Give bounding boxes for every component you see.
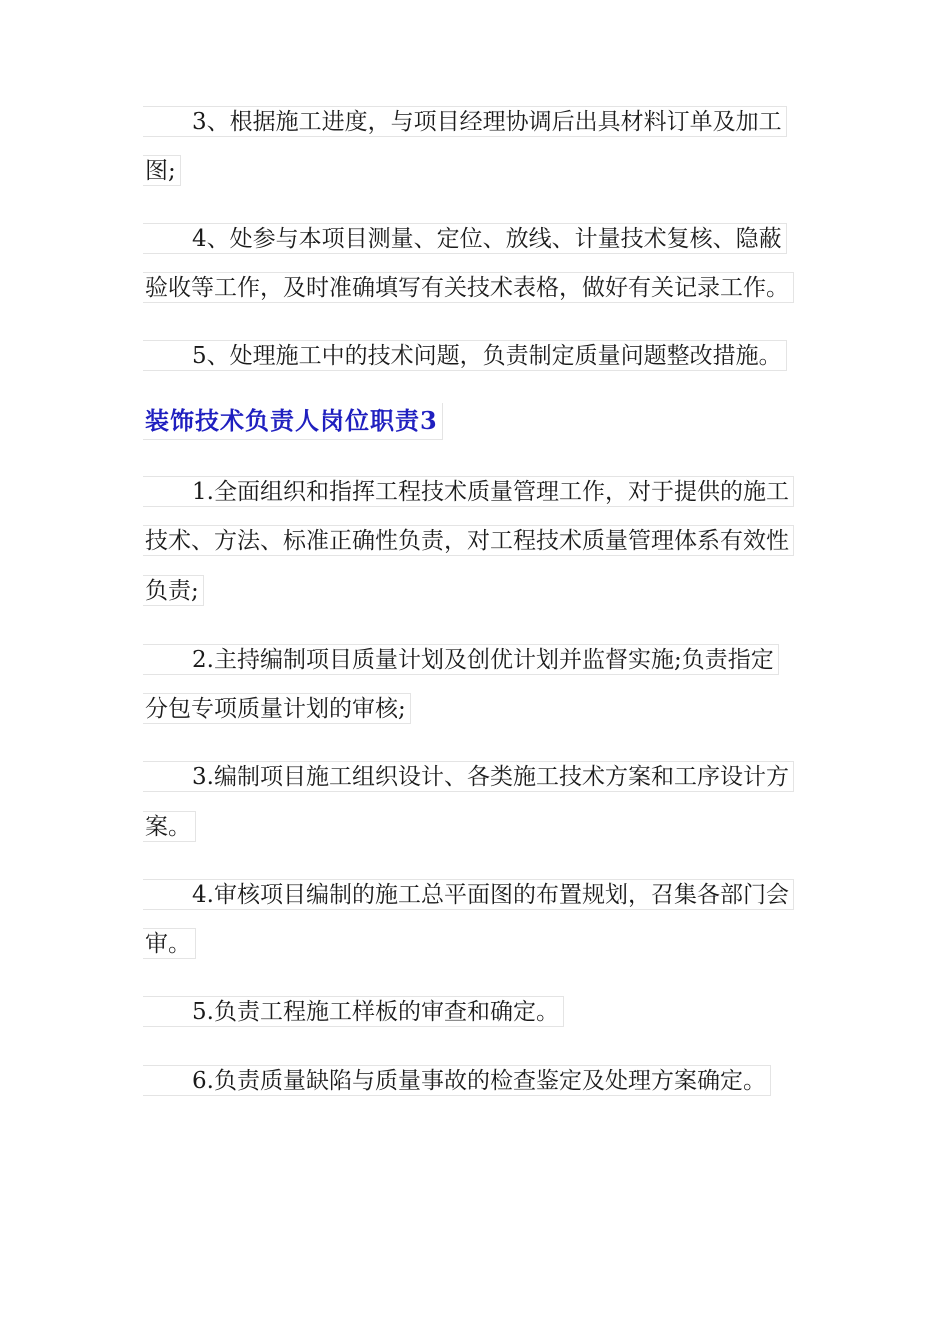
duty-1-line-2: 技术、方法、标准正确性负责，对工程技术质量管理体系有效性: [143, 525, 794, 556]
item-4-line-1: 4、处参与本项目测量、定位、放线、计量技术复核、隐蔽: [143, 223, 787, 254]
duty-1-line-1: 1.全面组织和指挥工程技术质量管理工作，对于提供的施工: [143, 476, 794, 507]
duty-3-line-1: 3.编制项目施工组织设计、各类施工技术方案和工序设计方: [143, 761, 794, 792]
duty-2-line-2: 分包专项质量计划的审核;: [143, 693, 411, 724]
duty-4-line-1: 4.审核项目编制的施工总平面图的布置规划，召集各部门会: [143, 879, 794, 910]
section-heading: 装饰技术负责人岗位职责3: [143, 403, 443, 440]
item-4-line-2: 验收等工作，及时准确填写有关技术表格，做好有关记录工作。: [143, 272, 794, 303]
duty-3-line-2: 案。: [143, 811, 196, 842]
duty-6-line-1: 6.负责质量缺陷与质量事故的检查鉴定及处理方案确定。: [143, 1065, 771, 1096]
duty-4-line-2: 审。: [143, 928, 196, 959]
item-3-line-1: 3、根据施工进度，与项目经理协调后出具材料订单及加工: [143, 106, 787, 137]
duty-5-line-1: 5.负责工程施工样板的审查和确定。: [143, 996, 564, 1027]
item-3-line-2: 图;: [143, 155, 181, 186]
duty-2-line-1: 2.主持编制项目质量计划及创优计划并监督实施;负责指定: [143, 644, 779, 675]
item-5-line-1: 5、处理施工中的技术问题，负责制定质量问题整改措施。: [143, 340, 787, 371]
duty-1-line-3: 负责;: [143, 575, 204, 606]
